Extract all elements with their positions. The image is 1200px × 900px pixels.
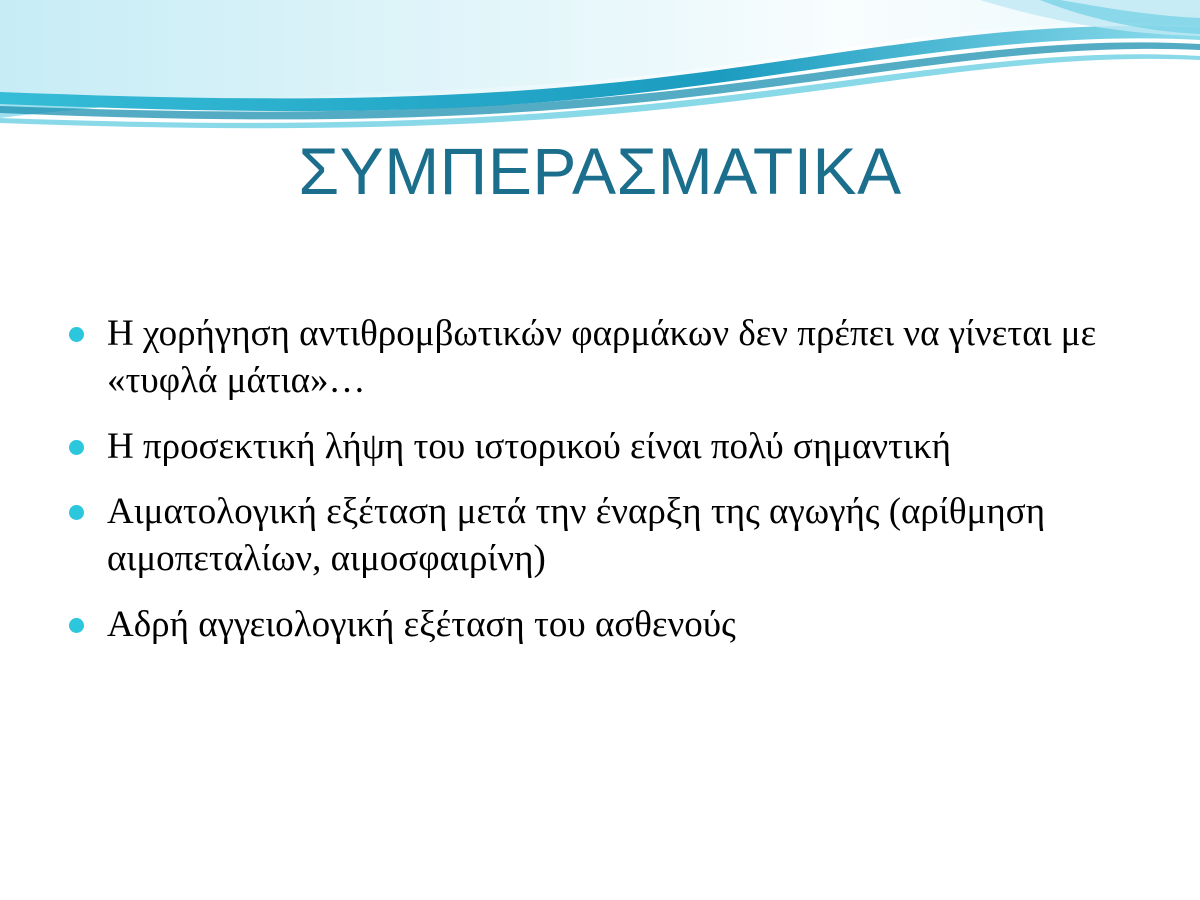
list-item-text: Η προσεκτική λήψη του ιστορικού είναι πολύ σημαντική: [107, 425, 951, 467]
list-item: [55, 601, 1155, 648]
list-item: [55, 423, 1155, 470]
slide-title: ΣΥΜΠΕΡΑΣΜΑΤΙΚΑ: [298, 134, 902, 208]
list-item-text: Αδρή αγγειολογική εξέταση του ασθενούς: [107, 603, 736, 645]
bullet-dot-icon: [69, 440, 84, 455]
bullet-dot-icon: [69, 327, 84, 342]
list-item: [55, 488, 1155, 583]
bullet-list: [55, 310, 1155, 666]
list-item-text: Η χορήγηση αντιθρομβωτικών φαρμάκων δεν πρέπει να γίνεται με «τυφλά μάτια»…: [107, 313, 1097, 402]
list-item: [55, 310, 1155, 405]
bullet-dot-icon: [69, 618, 84, 633]
list-item-text: Αιματολογική εξέταση μετά την έναρξη της αγωγής (αρίθμηση αιμοπεταλίων, αιμοσφαιρίνη): [107, 491, 1046, 580]
bullet-dot-icon: [69, 505, 84, 520]
wave-ribbon-header-icon: [0, 0, 1200, 140]
